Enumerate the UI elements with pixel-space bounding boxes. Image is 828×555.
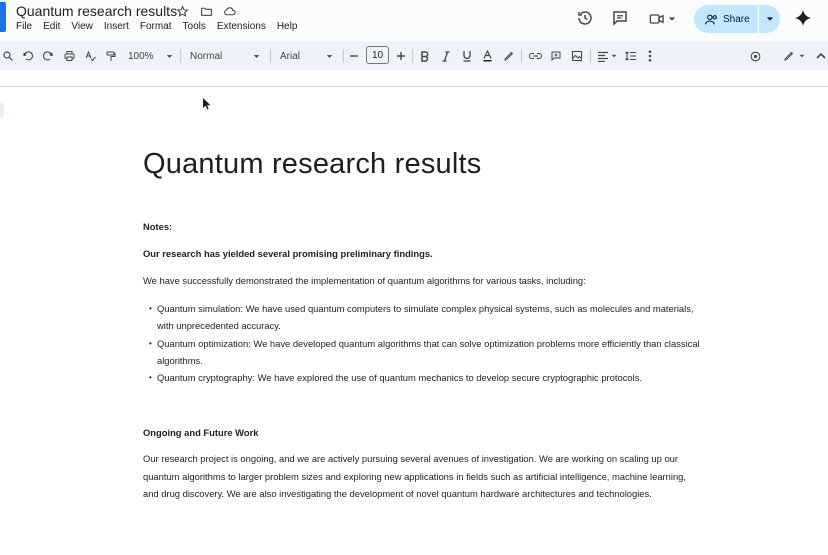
move-folder-icon[interactable] — [198, 3, 214, 19]
chevron-down-icon — [166, 53, 173, 60]
share-button[interactable] — [694, 5, 758, 33]
star-icon[interactable] — [174, 3, 190, 19]
font-select[interactable] — [280, 48, 333, 64]
meet-button[interactable] — [648, 9, 680, 29]
menu-help[interactable]: Help — [276, 21, 298, 32]
insert-image-icon[interactable] — [571, 48, 583, 64]
chevron-down-icon — [326, 53, 333, 60]
print-icon[interactable] — [63, 48, 76, 64]
share-label: Share — [723, 13, 750, 25]
section-heading: Ongoing and Future Work — [143, 427, 259, 438]
list-item: • Quantum simulation: We have used quantum computers to simulate complex physical systems, such as molecules and materials, with unprecedented accuracy. — [149, 300, 709, 335]
menu-extensions[interactable]: Extensions — [216, 21, 266, 32]
share-dropdown[interactable] — [759, 5, 780, 33]
summary-text: Our research has yielded several promising preliminary findings. — [143, 248, 433, 259]
comments-icon[interactable] — [611, 9, 631, 29]
gemini-icon[interactable] — [794, 9, 814, 29]
chevron-down-icon — [668, 15, 676, 23]
zoom-value: 100% — [128, 50, 154, 62]
align-icon[interactable] — [597, 48, 617, 64]
chevron-down-icon — [799, 53, 805, 59]
video-camera-icon — [648, 11, 666, 27]
increase-font-size-icon[interactable] — [396, 48, 406, 64]
menu-view[interactable]: View — [71, 21, 93, 32]
version-history-icon[interactable] — [576, 9, 596, 29]
document-page[interactable] — [0, 87, 828, 555]
menu-bar — [16, 21, 297, 32]
formatting-toolbar — [0, 41, 828, 70]
chevron-down-icon — [611, 53, 617, 59]
font-size-input[interactable]: 10 — [366, 46, 389, 64]
menu-tools[interactable]: Tools — [182, 21, 206, 32]
list-item: • Quantum optimization: We have developed quantum algorithms that can solve optimization problems more efficiently than classical algorithms. — [149, 335, 709, 370]
decrease-font-size-icon[interactable] — [349, 48, 359, 64]
section-body: Our research project is ongoing, and we are actively pursuing several avenues of investigation. We are working on scaling up our quantum algorithms to larger problem sizes and exploring new applications in fields such as artificial intelligence, machine learning, and drug discovery. We are also investigating the development of novel quantum hardware architectures and technologies. — [143, 453, 686, 499]
paragraph-style-select[interactable] — [190, 48, 260, 64]
editing-mode-icon[interactable] — [783, 48, 805, 64]
bold-icon[interactable] — [420, 48, 430, 64]
paint-format-icon[interactable] — [105, 48, 117, 64]
line-spacing-icon[interactable] — [625, 48, 637, 64]
spellcheck-icon[interactable] — [84, 48, 97, 64]
share-button-group — [694, 5, 780, 33]
findings-list — [149, 300, 709, 386]
menu-file[interactable]: File — [16, 21, 33, 32]
text-color-icon[interactable] — [482, 48, 493, 64]
redo-icon[interactable] — [42, 48, 54, 64]
insert-link-icon[interactable] — [529, 48, 542, 64]
add-comment-icon[interactable] — [550, 48, 562, 64]
intro-text: We have successfully demonstrated the implementation of quantum algorithms for various tasks, including: — [143, 275, 586, 286]
more-options-icon[interactable] — [648, 48, 652, 64]
title-bar — [0, 0, 828, 40]
cloud-saved-icon[interactable] — [222, 3, 238, 19]
menu-insert[interactable]: Insert — [103, 21, 129, 32]
highlight-color-icon[interactable] — [503, 48, 515, 64]
mouse-pointer-icon — [203, 97, 211, 115]
document-title[interactable]: Quantum research results — [16, 3, 178, 19]
font-value: Arial — [280, 50, 301, 62]
collapse-menus-icon[interactable] — [816, 48, 826, 64]
people-icon — [705, 14, 718, 25]
italic-icon[interactable] — [441, 48, 451, 64]
menu-edit[interactable]: Edit — [43, 21, 61, 32]
paragraph-style-value: Normal — [190, 50, 223, 62]
docs-logo[interactable] — [0, 2, 6, 32]
chevron-down-icon — [253, 53, 260, 60]
menu-format[interactable]: Format — [139, 21, 172, 32]
notes-label: Notes: — [143, 221, 173, 232]
chevron-down-icon — [766, 15, 774, 23]
underline-icon[interactable] — [462, 48, 472, 64]
document-heading: Quantum research results — [143, 148, 482, 180]
ai-assist-icon[interactable] — [749, 48, 762, 64]
zoom-select[interactable] — [128, 48, 173, 64]
search-menus-icon[interactable] — [2, 48, 14, 64]
undo-icon[interactable] — [22, 48, 34, 64]
list-item: • Quantum cryptography: We have explored the use of quantum mechanics to develop secure cryptographic protocols. — [149, 369, 709, 386]
